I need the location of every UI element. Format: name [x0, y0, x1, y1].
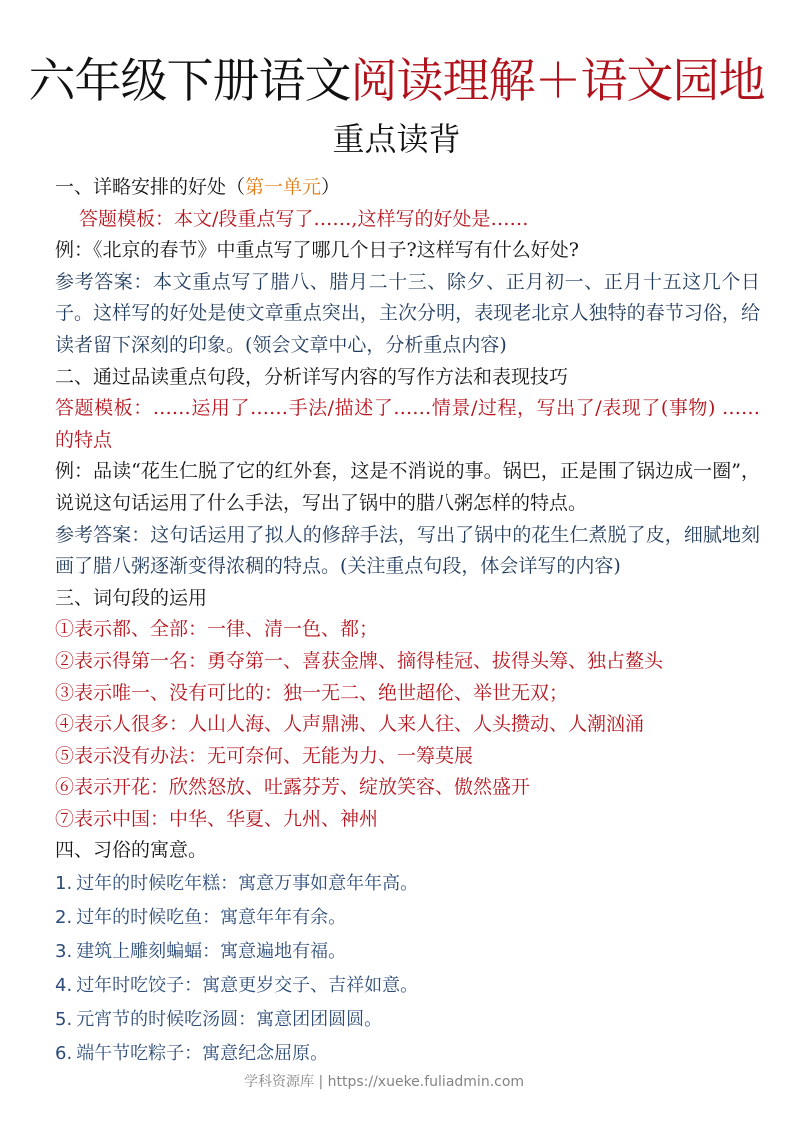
section-1-example: 例：《北京的春节》中重点写了哪几个日子?这样写有什么好处?: [55, 239, 579, 262]
title-red-part: 阅读理解＋语文园地: [350, 54, 765, 109]
section-3-item: ②表示得第一名：勇夺第一、喜获金牌、摘得桂冠、拔得头筹、独占鳌头: [55, 649, 664, 672]
list-item: [55, 1003, 760, 1037]
section-1-unit-label: 第一单元: [245, 176, 322, 198]
document-body: [55, 172, 760, 1071]
list-item: [55, 969, 760, 1003]
section-2: [55, 362, 760, 583]
list-item-text: 过年的时候吃鱼：寓意年年有余。: [76, 907, 347, 929]
list-item-text: 元宵节的时候吃汤圆：寓意团团圆圆。: [76, 1009, 383, 1031]
section-1: [55, 172, 760, 362]
list-item-text: 过年的时候吃年糕：寓意万事如意年年高。: [76, 873, 419, 895]
list-item-number: 5.: [55, 1009, 73, 1031]
section-3: [55, 583, 760, 836]
section-2-heading: 二、通过品读重点句段，分析详写内容的写作方法和表现技巧: [55, 365, 569, 388]
section-3-item: ③表示唯一、没有可比的：独一无二、绝世超伦、举世无双；: [55, 681, 569, 704]
list-item: [55, 1037, 760, 1071]
section-2-template: 答题模板：……运用了……手法/描述了……情景/过程，写出了/表现了(事物) ……的特点: [55, 397, 760, 451]
page-subtitle: 重点读背: [332, 120, 461, 158]
section-3-item: ①表示都、全部：一律、清一色、都；: [55, 618, 379, 641]
section-3-item: ⑤表示没有办法：无可奈何、无能为力、一筹莫展: [55, 744, 474, 767]
section-4-heading: 四、习俗的寓意。: [55, 839, 208, 862]
section-4: [55, 835, 760, 1071]
section-1-heading: [55, 172, 760, 204]
section-1-heading-close: ）: [321, 176, 341, 198]
list-item: [55, 935, 760, 969]
list-item-number: 4.: [55, 975, 73, 997]
list-item-number: 2.: [55, 907, 73, 929]
section-3-item: ⑦表示中国：中华、华夏、九州、神州: [55, 807, 379, 830]
list-item: [55, 901, 760, 935]
custom-meaning-list: [55, 867, 760, 1071]
list-item-number: 6.: [55, 1043, 73, 1065]
list-item-text: 端午节吃粽子：寓意纪念屈原。: [76, 1043, 329, 1065]
list-item-text: 建筑上雕刻蝙蝠：寓意遍地有福。: [76, 941, 347, 963]
title-black-part: 六年级下册语文: [28, 54, 351, 109]
watermark: 学科资源库 | https://xueke.fuliadmin.com: [244, 1074, 525, 1090]
section-1-template: 答题模板：本文/段重点写了……,这样写的好处是……: [79, 207, 529, 230]
section-3-item: ④表示人很多：人山人海、人声鼎沸、人来人往、人头攒动、人潮汹涌: [55, 713, 645, 736]
section-1-answer: 参考答案：本文重点写了腊八、腊月二十三、除夕、正月初一、正月十五这几个日子。这样写的好处是使文章重点突出，主次分明，表现老北京人独特的春节习俗，给读者留下深刻的印象。(领会文章中心，分析重点内容): [55, 270, 760, 356]
section-2-example: 例：品读“花生仁脱了它的红外套，这是不消说的事。锅巴，正是围了锅边成一圈”，说说这句话运用了什么手法，写出了锅中的腊八粥怎样的特点。: [55, 460, 760, 514]
section-3-heading: 三、词句段的运用: [55, 586, 208, 609]
page-title: [0, 52, 793, 112]
list-item-number: 1.: [55, 873, 73, 895]
list-item-text: 过年时吃饺子：寓意更岁交子、吉祥如意。: [76, 975, 419, 997]
list-item-number: 3.: [55, 941, 73, 963]
section-2-answer: 参考答案：这句话运用了拟人的修辞手法，写出了锅中的花生仁煮脱了皮，细腻地刻画了腊八粥逐渐变得浓稠的特点。(关注重点句段，体会详写的内容): [55, 523, 760, 578]
section-3-item: ⑥表示开花：欣然怒放、吐露芬芳、绽放笑容、傲然盛开: [55, 776, 531, 799]
section-1-heading-text: 一、详略安排的好处（: [55, 176, 246, 198]
list-item: [55, 867, 760, 901]
